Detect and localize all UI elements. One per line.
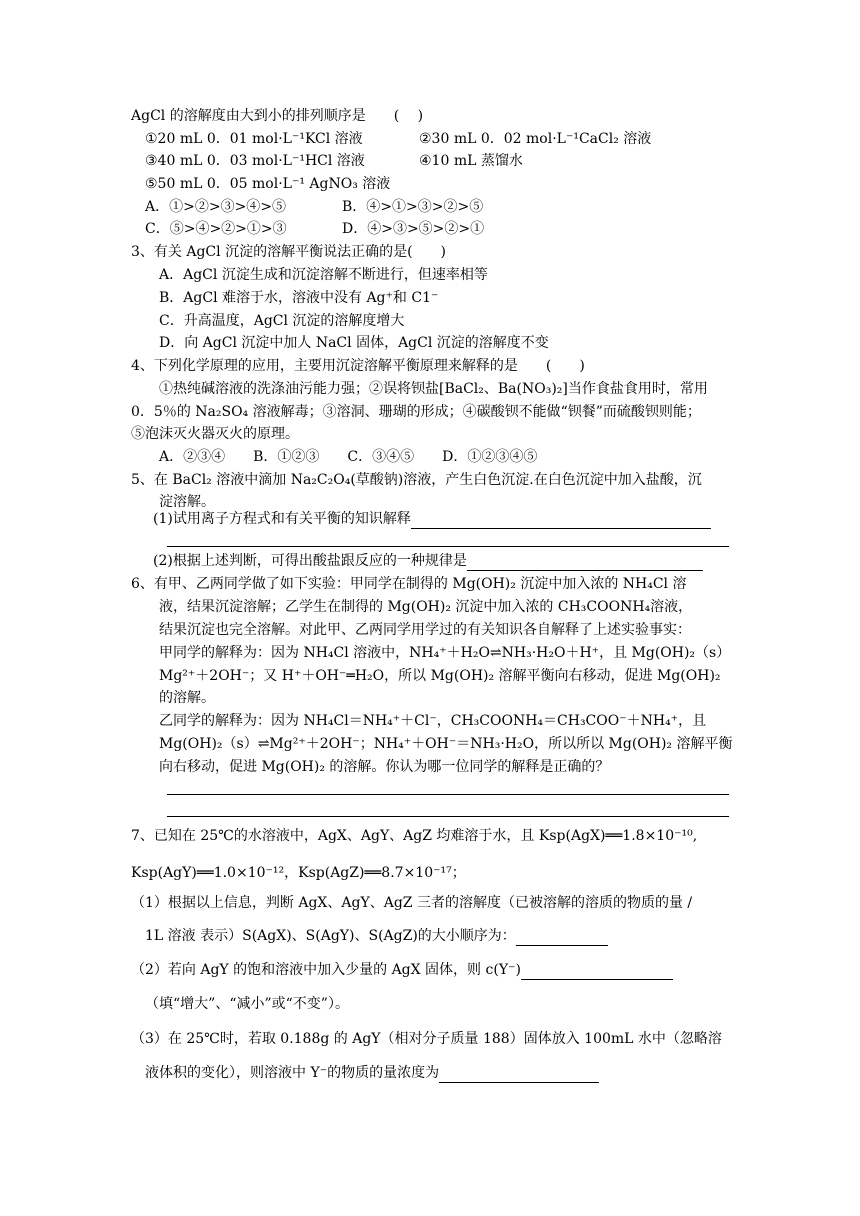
- q6-line-6: 的溶解。: [159, 690, 215, 706]
- q3-option-d: D．向 AgCl 沉淀中加人 NaCl 固体，AgCl 沉淀的溶解度不变: [159, 335, 549, 351]
- q2-option-3: ③40 mL 0．03 mol·L⁻¹HCl 溶液: [145, 153, 365, 169]
- q6-line-4: 甲同学的解释为：因为 NH₄Cl 溶液中，NH₄⁺＋H₂O⇌NH₃·H₂O＋H⁺，且 Mg(OH)₂（s）: [159, 645, 731, 661]
- answer-blank[interactable]: [467, 554, 703, 571]
- q6-line-7: 乙同学的解释为：因为 NH₄Cl＝NH₄⁺＋Cl⁻，CH₃COONH₄＝CH₃COO⁻＋NH₄⁺，且: [159, 713, 707, 729]
- q6-line-9: 向右移动，促进 Mg(OH)₂ 的溶解。你认为哪一位同学的解释是正确的？: [159, 759, 610, 775]
- answer-line[interactable]: [167, 794, 729, 795]
- q7-line-2: Ksp(AgY)══1.0×10⁻¹²，Ksp(AgZ)══8.7×10⁻¹⁷；: [131, 865, 466, 881]
- q4-stem: 4、下列化学原理的应用，主要用沉淀溶解平衡原理来解释的是 ( ): [131, 358, 585, 374]
- q2-option-5: ⑤50 mL 0．05 mol·L⁻¹ AgNO₃ 溶液: [145, 176, 391, 192]
- q4-line-2: 0．5％的 Na₂SO₄ 溶液解毒；③溶洞、珊瑚的形成；④碳酸钡不能做“钡餐”而硫酸钡则能；: [131, 404, 701, 420]
- q4-line-1: ①热纯碱溶液的洗涤油污能力强；②误将钡盐[BaCl₂、Ba(NO₃)₂]当作食盐食用时，常用: [159, 381, 708, 397]
- q5-stem-line-2: 淀溶解。: [159, 494, 215, 510]
- q5-sub-question-2: [153, 551, 703, 571]
- q7-line-4-text: 1L 溶液 表示）S(AgX)、S(AgY)、S(AgZ)的大小顺序为：: [145, 928, 516, 944]
- q7-line-1: 7、已知在 25℃的水溶液中，AgX、AgY、AgZ 均难溶于水，且 Ksp(AgX)══1.8×10⁻¹⁰,: [131, 828, 698, 844]
- q2-answer-d: D．④>③>⑤>②>①: [342, 221, 485, 237]
- q4-choices: A．②③④ B．①②③ C．③④⑤ D．①②③④⑤: [159, 449, 538, 465]
- q7-line-8: [145, 1063, 599, 1083]
- q5-sub-question-1-text: (1)试用离子方程式和有关平衡的知识解释: [153, 511, 411, 527]
- q6-line-3: 结果沉淀也完全溶解。对此甲、乙两同学用学过的有关知识各自解释了上述实验事实：: [159, 622, 691, 638]
- q2-answer-c: C．⑤>④>②>①>③: [145, 221, 287, 237]
- q7-line-3: （1）根据以上信息，判断 AgX、AgY、AgZ 三者的溶解度（已被溶解的溶质的物质的量 /: [131, 895, 693, 911]
- q7-line-7: （3）在 25℃时，若取 0.188g 的 AgY（相对分子质量 188）固体放入 100mL 水中（忽略溶: [131, 1031, 722, 1047]
- q2-option-4: ④10 mL 蒸馏水: [419, 153, 523, 169]
- q2-option-1: ①20 mL 0．01 mol·L⁻¹KCl 溶液: [145, 131, 363, 147]
- answer-blank[interactable]: [521, 963, 673, 980]
- q3-option-c: C．升高温度，AgCl 沉淀的溶解度增大: [159, 313, 405, 329]
- answer-line[interactable]: [167, 816, 729, 817]
- q7-line-4: [145, 926, 608, 946]
- q5-stem-line-1: 5、在 BaCl₂ 溶液中滴加 Na₂C₂O₄(草酸钠)溶液，产生白色沉淀.在白色沉淀中加入盐酸，沉: [131, 472, 702, 488]
- q7-line-5: [131, 960, 673, 980]
- q5-sub-question-2-text: (2)根据上述判断，可得出酸盐跟反应的一种规律是: [153, 553, 467, 569]
- q2-answer-b: B．④>①>③>②>⑤: [342, 199, 484, 215]
- q6-line-2: 液，结果沉淀溶解；乙学生在制得的 Mg(OH)₂ 沉淀中加入浓的 CH₃COONH₄溶液，: [159, 599, 693, 615]
- q7-line-8-text: 液体积的变化），则溶液中 Y⁻的物质的量浓度为: [145, 1065, 440, 1081]
- q6-line-1: 6、有甲、乙两同学做了如下实验：甲同学在制得的 Mg(OH)₂ 沉淀中加入浓的 NH₄Cl 溶: [131, 576, 687, 592]
- answer-line[interactable]: [167, 546, 729, 547]
- q2-answer-a: A．①>②>③>④>⑤: [145, 199, 287, 215]
- answer-blank[interactable]: [411, 512, 711, 529]
- q2-option-2: ②30 mL 0．02 mol·L⁻¹CaCl₂ 溶液: [419, 131, 652, 147]
- answer-blank[interactable]: [439, 1066, 599, 1083]
- q5-sub-question-1: [153, 509, 711, 529]
- answer-blank[interactable]: [516, 929, 608, 946]
- q6-line-5: Mg²⁺＋2OH⁻；又 H⁺＋OH⁻═H₂O，所以 Mg(OH)₂ 溶解平衡向右移动，促进 Mg(OH)₂: [159, 668, 721, 684]
- q7-line-5-text: （2）若向 AgY 的饱和溶液中加入少量的 AgX 固体，则 c(Y⁻): [131, 962, 521, 978]
- q3-option-b: B．AgCl 难溶于水，溶液中没有 Ag⁺和 C1⁻: [159, 290, 439, 306]
- q2-stem: AgCl 的溶解度由大到小的排列顺序是 ( ): [131, 108, 424, 124]
- q6-line-8: Mg(OH)₂（s）⇌Mg²⁺＋2OH⁻；NH₄⁺＋OH⁻＝NH₃·H₂O，所以所以 Mg(OH)₂ 溶解平衡: [159, 736, 733, 752]
- q7-line-6: （填“增大”、“减小”或“不变”）。: [145, 996, 349, 1012]
- q3-stem: 3、有关 AgCl 沉淀的溶解平衡说法正确的是( ): [131, 244, 446, 260]
- q3-option-a: A．AgCl 沉淀生成和沉淀溶解不断进行，但速率相等: [159, 267, 488, 283]
- q4-line-3: ⑤泡沫灭火器灭火的原理。: [131, 426, 299, 442]
